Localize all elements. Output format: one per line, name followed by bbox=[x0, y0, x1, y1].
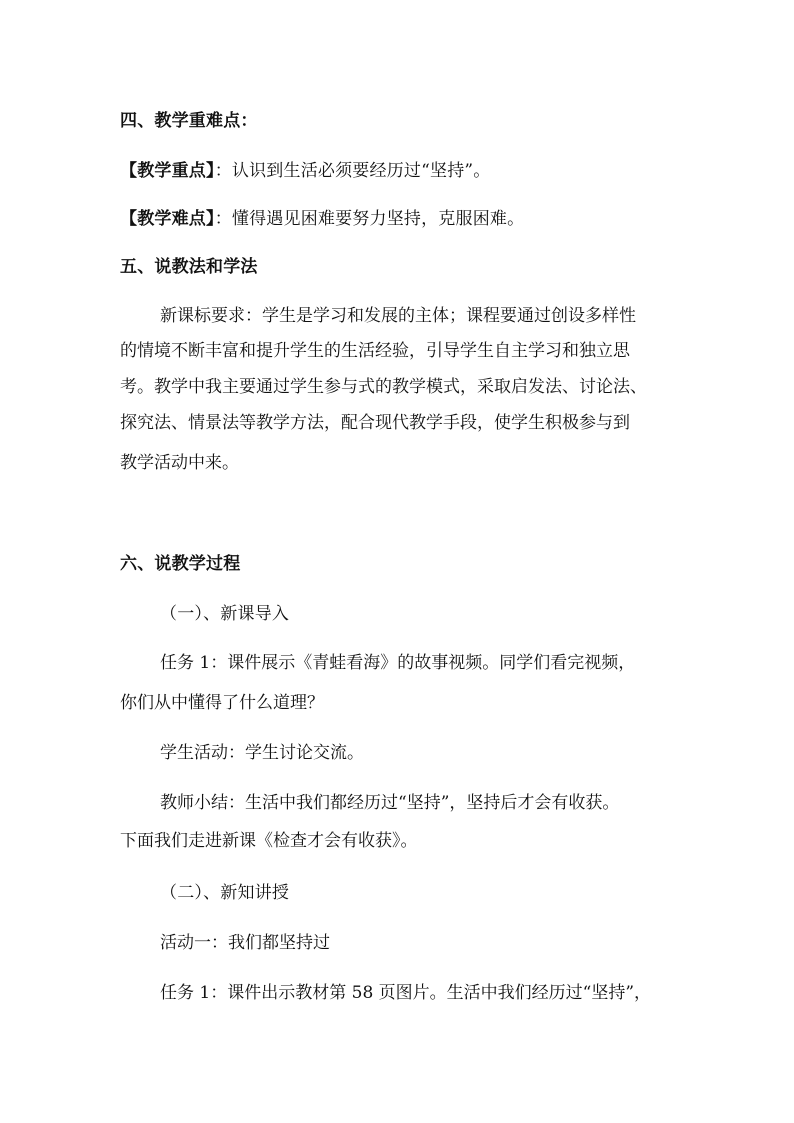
difficult-point-line bbox=[120, 208, 524, 230]
subsection2-heading: （二）、新知讲授 bbox=[160, 883, 290, 903]
difficult-point-text: ：懂得遇见困难要努力坚持，克服困难。 bbox=[214, 209, 525, 229]
section6-heading: 六、说教学过程 bbox=[120, 554, 241, 574]
subsection1-heading: （一）、新课导入 bbox=[160, 604, 290, 624]
teacher-summary-line-2: 下面我们走进新课《检查才会有收获》。 bbox=[120, 831, 418, 851]
section5-line-2: 的情境不断丰富和提升学生的生活经验，引导学生自主学习和独立思 bbox=[120, 341, 630, 361]
section5-heading: 五、说教法和学法 bbox=[120, 257, 258, 277]
student-activity: 学生活动：学生讨论交流。 bbox=[160, 743, 364, 763]
key-point-text: ：认识到生活必须要经历过“坚持”。 bbox=[214, 161, 491, 181]
section5-line-5: 教学活动中来。 bbox=[120, 453, 239, 473]
section4-heading: 四、教学重难点： bbox=[120, 111, 258, 131]
section5-line-4: 探究法、情景法等教学方法，配合现代教学手段，使学生积极参与到 bbox=[120, 413, 630, 433]
teacher-summary-line-1: 教师小结：生活中我们都经历过“坚持”，坚持后才会有收获。 bbox=[160, 793, 620, 813]
task1-line-2: 你们从中懂得了什么道理？ bbox=[120, 693, 324, 713]
activity1: 活动一：我们都坚持过 bbox=[160, 933, 330, 953]
key-point-line bbox=[120, 160, 490, 182]
section5-line-3: 考。教学中我主要通过学生参与式的教学模式，采取启发法、讨论法、 bbox=[120, 377, 647, 397]
task1b-line: 任务 1：课件出示教材第 58 页图片。生活中我们经历过“坚持”， bbox=[160, 983, 652, 1003]
key-point-label: 【教学重点】 bbox=[120, 161, 215, 181]
difficult-point-label: 【教学难点】 bbox=[120, 209, 215, 229]
section5-line-1: 新课标要求：学生是学习和发展的主体；课程要通过创设多样性 bbox=[160, 306, 636, 326]
task1-line-1: 任务 1：课件展示《青蛙看海》的故事视频。同学们看完视频， bbox=[160, 653, 636, 673]
